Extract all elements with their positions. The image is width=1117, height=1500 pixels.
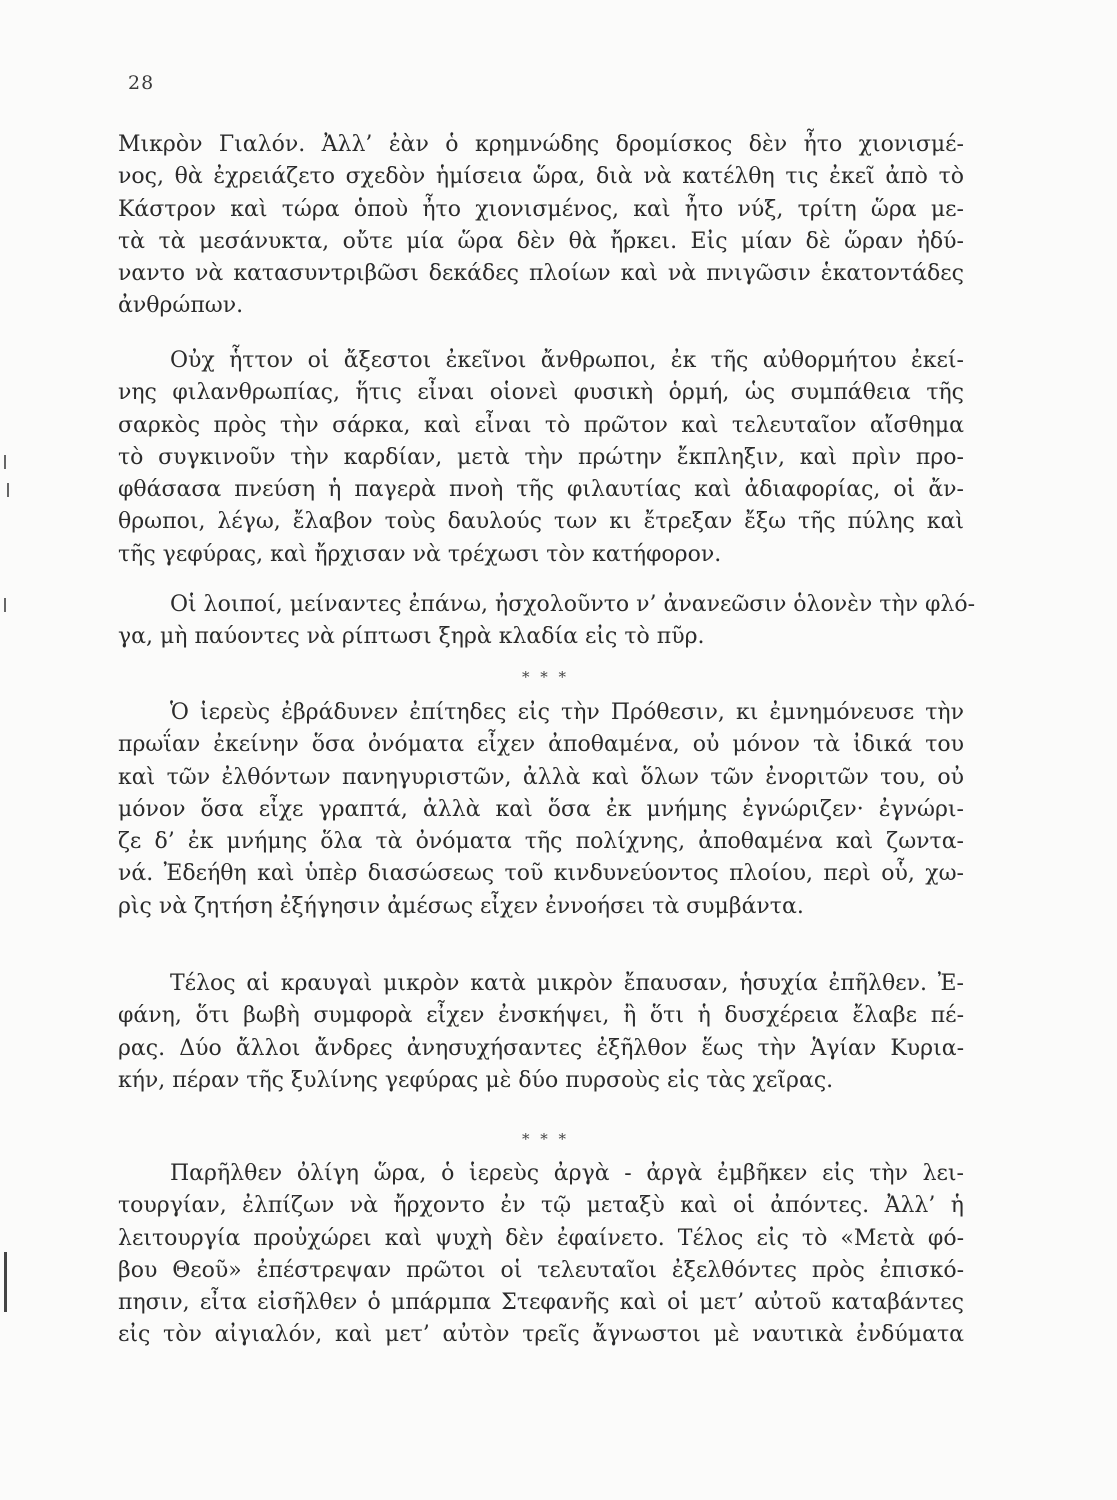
text-line: τὸ συγκινοῦν τὴν καρδίαν, μετὰ τὴν πρώτην ἔκπληξιν, καὶ πρὶν προ- <box>118 444 964 470</box>
text-line: Παρῆλθεν ὀλίγη ὥρα, ὁ ἱερεὺς ἀργὰ - ἀργὰ ἐμβῆκεν εἰς τὴν λει- <box>170 1161 964 1186</box>
text-line: τῆς γεφύρας, καὶ ἤρχισαν νὰ τρέχωσι τὸν κατήφορον. <box>118 541 722 567</box>
text-line: φθάσασα πνεύση ἡ παγερὰ πνοὴ τῆς φιλαυτίας καὶ ἀδιαφορίας, οἱ ἄν- <box>118 477 964 503</box>
text-line: κήν, πέραν τῆς ξυλίνης γεφύρας μὲ δύο πυρσοὺς εἰς τὰς χεῖρας. <box>118 1067 834 1093</box>
text-line: ζε δ’ ἐκ μνήμης ὅλα τὰ ὀνόματα τῆς πολίχνης, ἀποθαμένα καὶ ζωντα- <box>118 829 964 855</box>
text-line: λειτουργία προὐχώρει καὶ ψυχὴ δὲν ἐφαίνετο. Τέλος εἰς τὸ «Μετὰ φό- <box>118 1225 964 1251</box>
text-line: θρωποι, λέγω, ἔλαβον τοὺς δαυλούς των κι ἔτρεξαν ἔξω τῆς πύλης καὶ <box>118 509 964 535</box>
text-line: ναντο νὰ κατασυντριβῶσι δεκάδες πλοίων καὶ νὰ πνιγῶσιν ἑκατοντάδες <box>118 261 964 287</box>
section-separator: * * * <box>522 1130 570 1148</box>
paragraph-4 <box>118 697 964 923</box>
text-line: ἀνθρώπων. <box>118 293 244 319</box>
text-line: πησιν, εἶτα εἰσῆλθεν ὁ μπάρμπα Στεφανῆς καὶ οἱ μετ’ αὐτοῦ καταβάντες <box>118 1290 964 1316</box>
text-line: τὰ τὰ μεσάνυκτα, οὔτε μία ὥρα δὲν θὰ ἤρκει. Εἰς μίαν δὲ ὥραν ἠδύ- <box>118 228 964 254</box>
margin-mark <box>4 598 6 612</box>
paragraph-5 <box>118 968 964 1097</box>
paragraph-2 <box>118 345 964 571</box>
text-line: μόνον ὅσα εἶχε γραπτά, ἀλλὰ καὶ ὅσα ἐκ μνήμης ἐγνώριζεν· ἐγνώρι- <box>118 796 964 822</box>
text-line: πρωΐαν ἐκείνην ὅσα ὀνόματα εἶχεν ἀποθαμένα, οὐ μόνον τὰ ἰδικά του <box>118 732 964 758</box>
text-line: Ὁ ἱερεὺς ἐβράδυνεν ἐπίτηδες εἰς τὴν Πρόθεσιν, κι ἐμνημόνευσε τὴν <box>170 700 964 725</box>
text-line: Κάστρον καὶ τώρα ὁποὺ ἦτο χιονισμένος, καὶ ἦτο νύξ, τρίτη ὥρα με- <box>118 196 964 222</box>
paragraph-1 <box>118 129 964 323</box>
text-line: βου Θεοῦ» ἐπέστρεψαν πρῶτοι οἱ τελευταῖοι ἐξελθόντες πρὸς ἐπισκό- <box>118 1257 964 1283</box>
text-line: γα, μὴ παύοντες νὰ ρίπτωσι ξηρὰ κλαδία εἰς τὸ πῦρ. <box>118 624 705 650</box>
text-line: καὶ τῶν ἐλθόντων πανηγυριστῶν, ἀλλὰ καὶ ὅλων τῶν ἐνοριτῶν του, οὐ <box>118 764 964 790</box>
margin-mark <box>4 1252 7 1312</box>
margin-mark <box>7 483 9 497</box>
text-line: ρας. Δύο ἄλλοι ἄνδρες ἀνησυχήσαντες ἐξῆλθον ἕως τὴν Ἁγίαν Κυρια- <box>118 1035 964 1061</box>
text-line: Μικρὸν Γιαλόν. Ἀλλ’ ἐὰν ὁ κρημνώδης δρομίσκος δὲν ἦτο χιονισμέ- <box>118 132 964 157</box>
text-line: Τέλος αἱ κραυγαὶ μικρὸν κατὰ μικρὸν ἔπαυσαν, ἡσυχία ἐπῆλθεν. Ἐ- <box>170 971 964 996</box>
text-line: σαρκὸς πρὸς τὴν σάρκα, καὶ εἶναι τὸ πρῶτον καὶ τελευταῖον αἴσθημα <box>118 412 964 438</box>
text-line: νά. Ἐδεήθη καὶ ὑπὲρ διασώσεως τοῦ κινδυνεύοντος πλοίου, περὶ οὗ, χω- <box>118 861 964 887</box>
text-line: εἰς τὸν αἰγιαλόν, καὶ μετ’ αὐτὸν τρεῖς ἄγνωστοι μὲ ναυτικὰ ἐνδύματα <box>118 1322 964 1348</box>
page-number: 28 <box>128 72 155 94</box>
text-line: νος, θὰ ἐχρειάζετο σχεδὸν ἡμίσεια ὥρα, διὰ νὰ κατέλθη τις ἐκεῖ ἀπὸ τὸ <box>118 164 964 190</box>
text-line: ρὶς νὰ ζητήση ἐξήγησιν ἀμέσως εἶχεν ἐννοήσει τὰ συμβάντα. <box>118 893 804 919</box>
paragraph-3 <box>118 589 976 654</box>
section-separator: * * * <box>522 668 570 686</box>
text-line: τουργίαν, ἐλπίζων νὰ ἤρχοντο ἐν τῷ μεταξὺ καὶ οἱ ἀπόντες. Ἀλλ’ ἡ <box>118 1193 964 1219</box>
paragraph-6 <box>118 1158 964 1352</box>
margin-mark <box>4 455 6 469</box>
text-line: φάνη, ὅτι βωβὴ συμφορὰ εἶχεν ἐνσκήψει, ἢ ὅτι ἡ δυσχέρεια ἔλαβε πέ- <box>118 1003 964 1029</box>
text-line: νης φιλανθρωπίας, ἥτις εἶναι οἱονεὶ φυσικὴ ὁρμή, ὡς συμπάθεια τῆς <box>118 380 964 406</box>
text-line: Οἱ λοιποί, μείναντες ἐπάνω, ἠσχολοῦντο ν’ ἀνανεῶσιν ὁλονὲν τὴν φλό- <box>170 592 976 617</box>
text-line: Οὐχ ἧττον οἱ ἄξεστοι ἐκεῖνοι ἄνθρωποι, ἐκ τῆς αὐθορμήτου ἐκεί- <box>170 348 964 373</box>
